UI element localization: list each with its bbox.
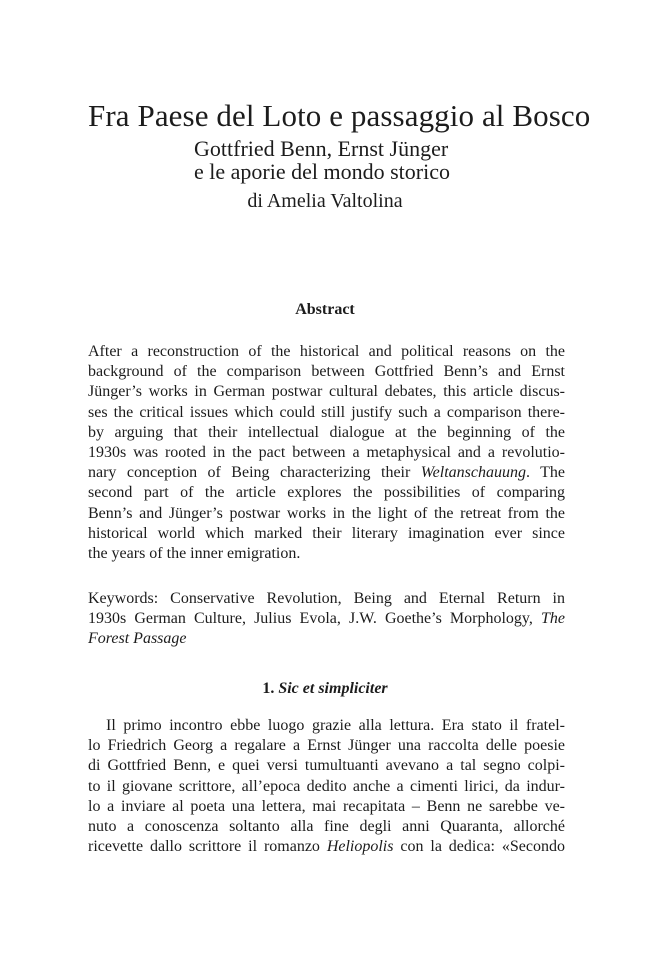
- body-line: di Gottfried Benn, e quei versi tumultuanti avevano a tal segno colpi-: [88, 757, 565, 775]
- body-line: [88, 837, 565, 857]
- abstract-line-text: . The: [525, 464, 566, 482]
- abstract-line: the years of the inner emigration.: [88, 544, 301, 562]
- keyword-book-title: Forest Passage: [88, 630, 187, 648]
- body-line: to il giovane scrittore, all’epoca dedito anche a cimenti lirici, da indur-: [88, 777, 565, 795]
- abstract-line: Benn’s and Jünger’s postwar works in the light of the retreat from the: [88, 504, 565, 522]
- keywords: [88, 589, 565, 650]
- abstract-line: background of the comparison between Gottfried Benn’s and Ernst: [88, 363, 565, 381]
- body-line: lo a inviare al poeta una lettera, mai recapitata – Benn ne sarebbe ve-: [88, 797, 565, 815]
- keywords-line-text: 1930s German Culture, Julius Evola, J.W. Goethe’s Morphology,: [88, 610, 541, 628]
- keywords-line: Keywords: Conservative Revolution, Being and Eternal Return in: [88, 590, 565, 607]
- article-author: di Amelia Valtolina: [247, 190, 403, 212]
- abstract-line: second part of the article explores the possibilities of comparing: [88, 484, 565, 502]
- abstract-line: After a reconstruction of the historical and political reasons on the: [88, 343, 565, 360]
- section-title: Sic et simpliciter: [278, 680, 388, 697]
- abstract-line: historical world which marked their literary imagination ever since: [88, 524, 565, 542]
- body-paragraph: [88, 716, 565, 857]
- abstract-line: ses the critical issues which could still justify such a comparison there-: [88, 403, 565, 421]
- abstract-text: [88, 342, 565, 564]
- keywords-line: [88, 629, 565, 649]
- body-line: nuto a conoscenza soltanto alla fine degli anni Quaranta, allorché: [88, 817, 565, 835]
- abstract-line: Jünger’s works in German postwar cultural debates, this article discus-: [88, 383, 565, 401]
- abstract-line: by arguing that their intellectual dialogue at the beginning of the: [88, 423, 565, 441]
- abstract-line: [88, 463, 565, 483]
- keyword-book-title: The: [541, 610, 565, 628]
- article-subtitle-line-2: e le aporie del mondo storico: [194, 159, 450, 184]
- body-line: Il primo incontro ebbe luogo grazie alla lettura. Era stato il fratel-: [106, 717, 565, 734]
- abstract-line-text: nary conception of Being characterizing their: [88, 464, 421, 482]
- body-line-text: ricevette dallo scrittore il romanzo: [88, 838, 327, 856]
- abstract-heading: Abstract: [295, 301, 355, 318]
- body-line-text: con la dedica: «Secondo: [393, 838, 565, 856]
- keywords-line: [88, 609, 565, 629]
- section-heading: [0, 680, 650, 698]
- section-number: 1.: [262, 680, 279, 697]
- body-line: lo Friedrich Georg a regalare a Ernst Jünger una raccolta delle poesie: [88, 737, 565, 755]
- article-title: Fra Paese del Loto e passaggio al Bosco: [88, 98, 591, 133]
- weltanschauung-term: Weltanschauung: [420, 464, 526, 482]
- abstract-line: 1930s was rooted in the pact between a metaphysical and a revolutio-: [88, 443, 565, 461]
- heliopolis-title: Heliopolis: [326, 838, 394, 856]
- article-subtitle-line-1: Gottfried Benn, Ernst Jünger: [194, 136, 449, 161]
